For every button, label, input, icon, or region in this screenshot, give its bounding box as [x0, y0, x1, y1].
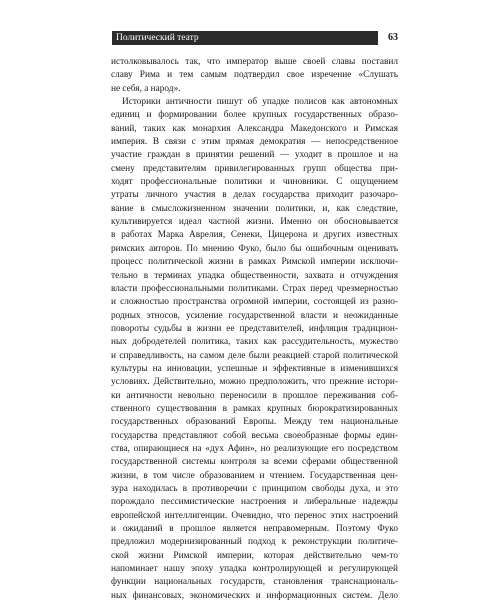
text-line: процесс политической жизни в рамках Римской империи исключи- [111, 257, 398, 268]
text-line: и справедливость, на самом деле были реакцией старой политической [111, 350, 398, 361]
text-line: ки античности невольно переносили в прошлое переживания соб- [111, 390, 398, 401]
text-line: европейской интеллигенции. Очевидно, что перенос этих настроений [111, 510, 398, 521]
text-line: ственного существования в рамках крупных бюрократизированных [111, 403, 398, 414]
text-line: ской жизни Римской империи, которая действительно чем-то [111, 550, 398, 561]
running-head: Политический театр [112, 31, 378, 45]
text-line: функции национальных государств, становления транснациональ- [111, 577, 398, 588]
text-line: родных этносов, усиление государственной власти и неожиданные [111, 310, 398, 321]
text-line: и ожиданий в прошлое является неправомерным. Поэтому Фуко [111, 524, 398, 535]
text-line: жизни, в том числе образованием и чтением. Государственная цен- [111, 470, 398, 481]
text-line: предложил модернизированный подход к реконструкции политиче- [111, 537, 398, 548]
text-line: культуры на инновации, успешные и эффективные в изменившихся [111, 363, 398, 374]
page-number: 63 [388, 32, 398, 43]
text-line: и сложностью пространства огромной империи, состоящей из разно- [111, 297, 398, 308]
text-line: утраты личного участия в делах государства приходит разочаро- [111, 190, 398, 201]
text-line: римских авторов. По мнению Фуко, было бы ошибочным оценивать [111, 243, 398, 254]
text-line: тельно в терминах упадка общественности, захвата и отчуждения [111, 270, 398, 281]
text-line: не себя, а народ». [111, 83, 181, 94]
body-text [111, 56, 398, 603]
text-line: ваний, таких как монархия Александра Македонского и Римская [111, 123, 398, 134]
text-line: повороты судьбы в жизни ее представителей, инфляция традицион- [111, 323, 398, 334]
text-line: зура находилась в противоречии с принципом свободы духа, и это [111, 484, 398, 494]
text-line: государственных образований Европы. Между тем национальные [111, 417, 398, 428]
text-line: Историки античности пишут об упадке полисов как автономных [122, 97, 398, 108]
text-line: участие граждан в принятии решений — уходит в прошлое и на [111, 150, 398, 161]
text-line: ных добродетелей политика, таких как рассудительность, мужество [111, 337, 398, 348]
text-line: истолковывалось так, что император выше своей славы поставил [111, 57, 398, 67]
text-line: ных финансовых, экономических и информационных систем. Дело [111, 590, 398, 601]
text-line: условиях. Действительно, можно предположить, что прежние истори- [111, 377, 398, 388]
text-line: порождало пессимистические настроения и либеральные надежды [111, 497, 398, 508]
text-line: вание в смысложизненном значении политики, и, как следствие, [111, 203, 398, 214]
text-line: империя. В связи с этим прямая демократия — непосредственное [111, 137, 398, 148]
text-line: культивируется идеал частной жизни. Именно он обосновывается [111, 217, 398, 228]
text-line: власти профессиональными политиками. Страх перед чрезмерностью [111, 283, 398, 294]
text-line: единиц и формировании более крупных государственных образо- [111, 110, 398, 121]
text-line: государственной системы контроля за всеми сферами общественной [111, 457, 398, 468]
text-line: государства представляют собой весьма своеобразные формы един- [111, 430, 398, 441]
text-line: ства, опирающиеся на «дух Афин», но реализующие его посредством [111, 443, 398, 454]
text-line: смену представителям привилегированных групп общества при- [111, 163, 398, 174]
text-line: напоминает нашу эпоху упадка контролирующей и регулирующей [111, 564, 398, 575]
text-line: ходят профессиональные политики и чиновники. С ощущением [111, 177, 398, 188]
text-line: в работах Марка Аврелия, Сенеки, Цицерона и других известных [111, 230, 398, 241]
text-line: славу Рима и тем самым подтвердил свое изречение «Слушать [111, 70, 398, 81]
